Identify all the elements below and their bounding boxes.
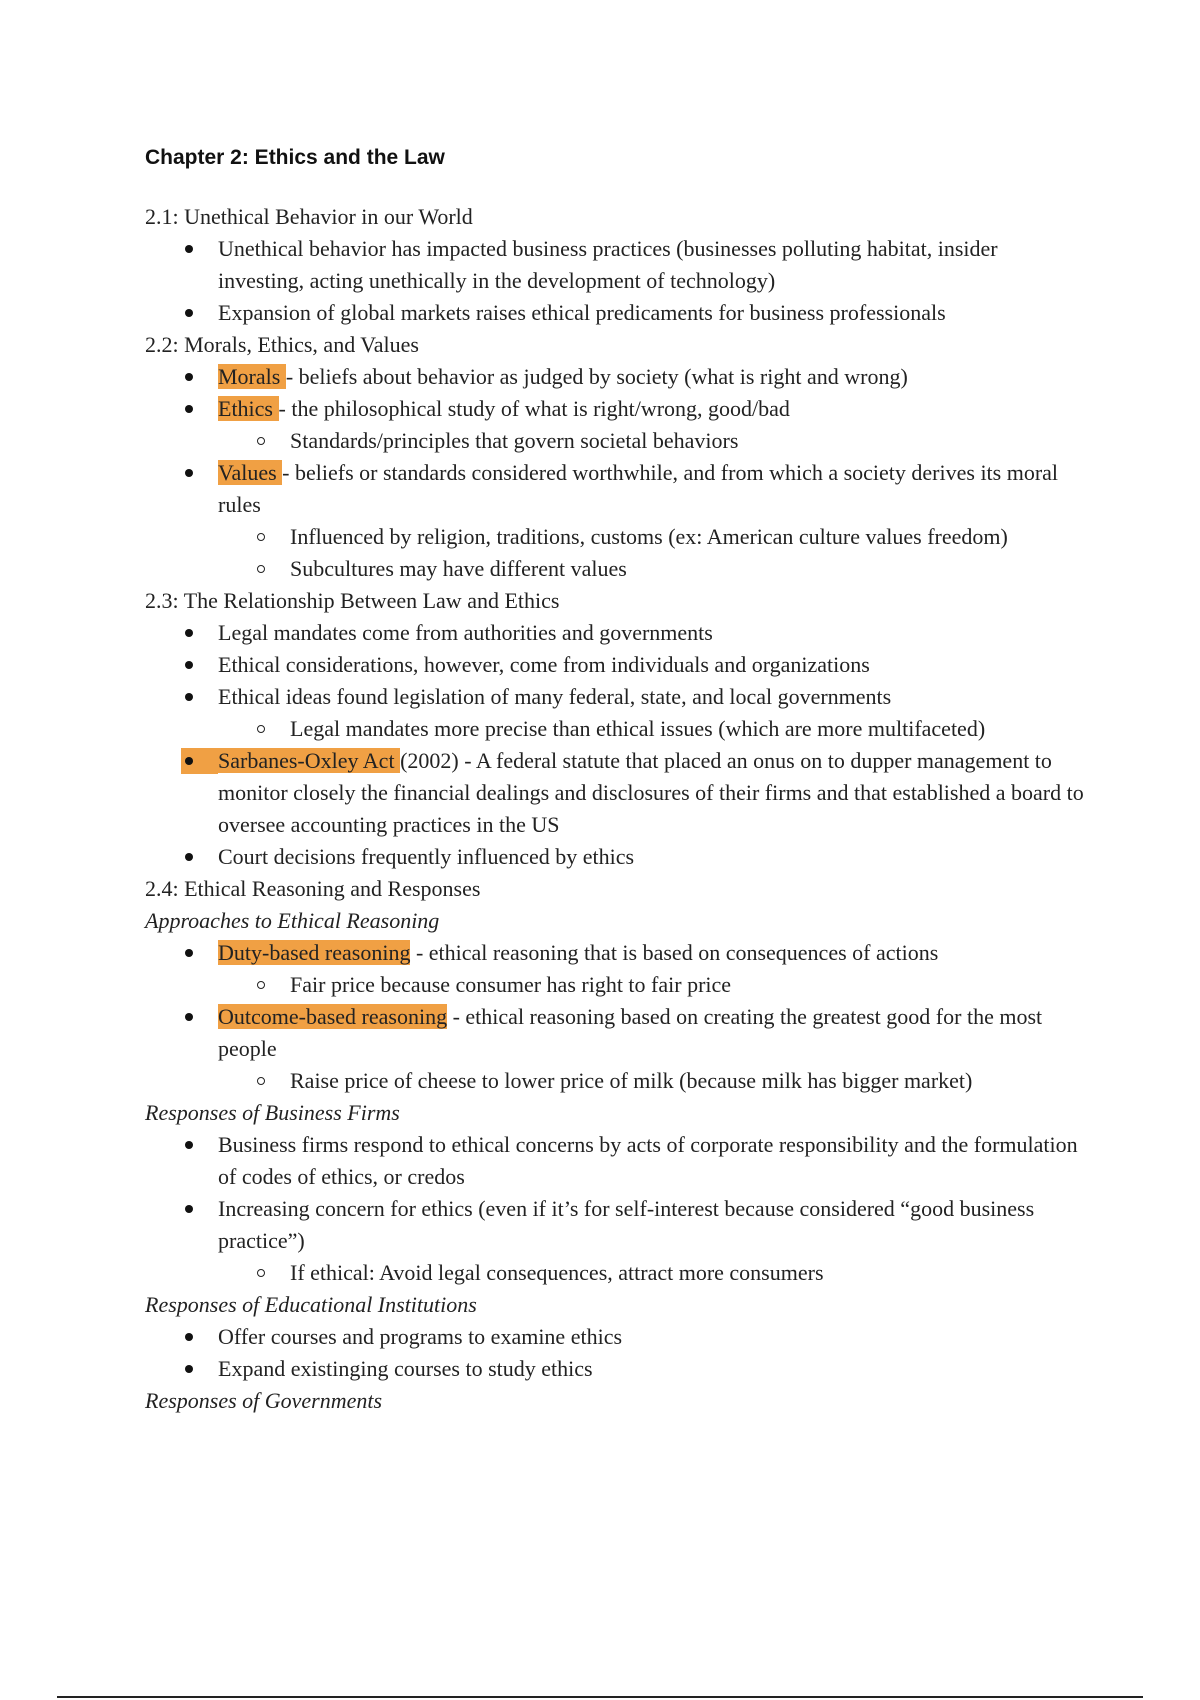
approaches-list [145, 937, 1085, 1097]
section-heading-2-1: 2.1: Unethical Behavior in our World [145, 204, 473, 229]
definition-text: - beliefs about behavior as judged by society (what is right and wrong) [285, 364, 908, 389]
section-2-3-list [145, 617, 1085, 873]
sub-list-item: Influenced by religion, traditions, customs (ex: American culture values freedom) [145, 521, 1085, 553]
section-heading-2-2: 2.2: Morals, Ethics, and Values [145, 332, 419, 357]
section-2-1-list [145, 233, 1085, 329]
list-item: Offer courses and programs to examine ethics [145, 1321, 1085, 1353]
highlighted-term: Morals [218, 364, 286, 389]
list-item-values [145, 457, 1085, 521]
document-page [145, 142, 1085, 1417]
page-bottom-rule [57, 1696, 1143, 1698]
section-heading-2-4: 2.4: Ethical Reasoning and Responses [145, 876, 481, 901]
list-item: Court decisions frequently influenced by ethics [145, 841, 1085, 873]
document-title: Chapter 2: Ethics and the Law [145, 146, 445, 169]
definition-text: - ethical reasoning that is based on consequences of actions [410, 940, 939, 965]
business-firms-list [145, 1129, 1085, 1289]
list-item: Legal mandates come from authorities and governments [145, 617, 1085, 649]
definition-text: - beliefs or standards considered worthwhile, and from which a society derives its moral rules [218, 460, 1059, 517]
highlighted-term: Values [218, 460, 283, 485]
list-item: Ethical ideas found legislation of many federal, state, and local governments [145, 681, 1085, 713]
list-item: Expand existinging courses to study ethics [145, 1353, 1085, 1385]
list-item-duty-based [145, 937, 1085, 969]
list-item-outcome-based [145, 1001, 1085, 1065]
section-2-2-list [145, 361, 1085, 585]
list-item-morals [145, 361, 1085, 393]
list-item: Expansion of global markets raises ethical predicaments for business professionals [145, 297, 1085, 329]
subheading-educational-institutions: Responses of Educational Institutions [145, 1292, 477, 1317]
sub-list-item: Fair price because consumer has right to fair price [145, 969, 1085, 1001]
highlighted-term: Sarbanes-Oxley Act [218, 748, 401, 773]
list-item: Business firms respond to ethical concerns by acts of corporate responsibility and the formulation of codes of ethics, or credos [145, 1129, 1085, 1193]
educational-institutions-list [145, 1321, 1085, 1385]
sub-list-item: Legal mandates more precise than ethical issues (which are more multifaceted) [145, 713, 1085, 745]
sub-list-item: If ethical: Avoid legal consequences, attract more consumers [145, 1257, 1085, 1289]
highlighted-term: Ethics [218, 396, 279, 421]
definition-text: (2002) - A federal statute that placed an onus on to dupper management to monitor closely the financial dealings and disclosures of their firms and that established a board to oversee accounting practices in the US [218, 748, 1084, 837]
list-item-ethics [145, 393, 1085, 425]
list-item: Unethical behavior has impacted business practices (businesses polluting habitat, insider investing, acting unethically in the development of technology) [145, 233, 1085, 297]
definition-text: - the philosophical study of what is right/wrong, good/bad [278, 396, 790, 421]
highlighted-term: Duty-based reasoning [218, 940, 411, 965]
subheading-approaches: Approaches to Ethical Reasoning [145, 908, 440, 933]
sub-list-item: Subcultures may have different values [145, 553, 1085, 585]
highlighted-term: Outcome-based reasoning [218, 1004, 448, 1029]
list-item: Ethical considerations, however, come from individuals and organizations [145, 649, 1085, 681]
sub-list-item: Standards/principles that govern societal behaviors [145, 425, 1085, 457]
list-item-sarbanes-oxley [145, 745, 1085, 841]
list-item: Increasing concern for ethics (even if it’s for self-interest because considered “good business practice”) [145, 1193, 1085, 1257]
definition-text: - ethical reasoning based on creating the greatest good for the most people [218, 1004, 1043, 1061]
section-heading-2-3: 2.3: The Relationship Between Law and Ethics [145, 588, 560, 613]
subheading-governments: Responses of Governments [145, 1388, 383, 1413]
subheading-business-firms: Responses of Business Firms [145, 1100, 400, 1125]
sub-list-item: Raise price of cheese to lower price of milk (because milk has bigger market) [145, 1065, 1085, 1097]
